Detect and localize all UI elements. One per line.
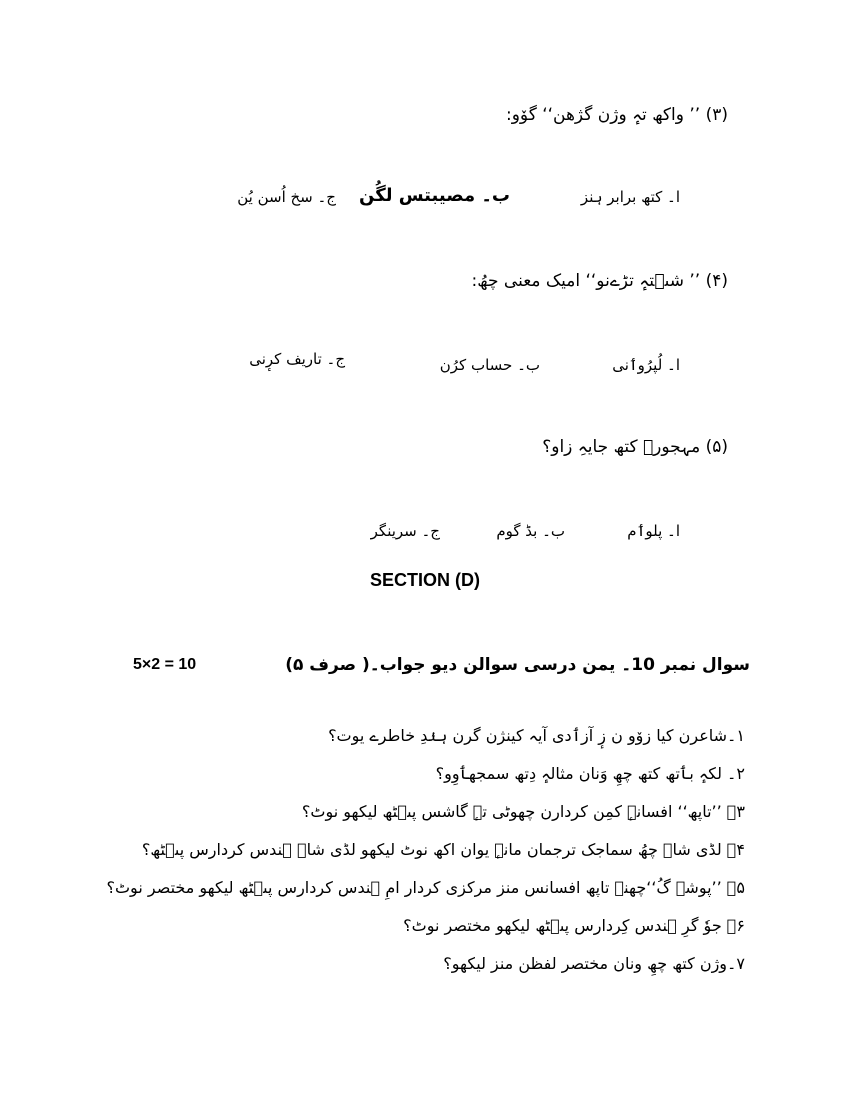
question-title: سوال نمبر 10۔ یمن درسی سوالن دیو جواب۔( صرف ۵) bbox=[285, 655, 750, 675]
mcq-option-c: ج۔ سخ اُسن یُن bbox=[237, 188, 336, 206]
sub-question: ۶۔ جوٗ گرِ ہندس کِردارس پٮ۪ٹھ لیکھو مختصر نوٹ؟ bbox=[403, 916, 745, 935]
sub-question: ۳۔ ’’تاپھ‘‘ افسانہٕ کمِن کردارن چھوٹی تہٕ گاشس پٮ۪ٹھ لیکھو نوٹ؟ bbox=[301, 802, 745, 821]
mcq-stem: (۵) مہجورؔ کتھ جایہِ زاو؟ bbox=[542, 437, 728, 457]
mcq-option-a: ا۔ پلوٲم bbox=[627, 522, 680, 540]
sub-question: ۴۔ لڈی شاہ چھُ سماجک ترجمان مانہٕ یوان اکھ نوٹ لیکھو لڈی شاہ ہندس کردارس پٮ۪ٹھ؟ bbox=[141, 840, 745, 859]
sub-question: ۱۔شاعرن کیا زۆو ن زٕ آزٲدی آیہ کینژن گرن ہنٛدِ خاطرے یوت؟ bbox=[328, 726, 745, 745]
sub-question: ۵۔ ’’پوشہ گُ‘‘چھنے تاپھ افسانس منز مرکزی کردار امِ ہندس کردارس پٮ۪ٹھ لیکھو مختصر نوٹ؟ bbox=[106, 878, 745, 897]
mcq-option-a: ا۔ لُپرُوٲنی bbox=[612, 356, 680, 374]
mcq-option-c: ج۔ سرینگر bbox=[370, 522, 440, 540]
mcq-option-b: ب۔ بڈ گوم bbox=[496, 522, 565, 540]
mcq-stem: (۴) ’’ شٮ۪تہٕ تڑےنو‘‘ امیک معنی چھُ: bbox=[471, 271, 728, 291]
mcq-option-a: ا۔ کتھ برابر ہنز bbox=[580, 188, 680, 206]
mcq-stem: (۳) ’’ واکھ تہٕ وژن گژھن‘‘ گۆو: bbox=[505, 105, 728, 125]
marks-label: 5×2 = 10 bbox=[133, 656, 197, 673]
sub-question: ۲۔ لکہٕ بٲتھ کتھ چھِ وَنان مثالہٕ دِتھ سمجھٲوِو؟ bbox=[435, 764, 745, 783]
mcq-option-b: ب۔ مصیبتس لگُن bbox=[359, 185, 510, 206]
mcq-option-b: ب۔ حساب کرُن bbox=[439, 356, 540, 374]
section-title: SECTION (D) bbox=[370, 570, 480, 590]
sub-question: ۷۔وژن کتھ چھِ ونان مختصر لفظن منز لیکھو؟ bbox=[443, 954, 745, 973]
mcq-option-c: ج۔ تاریف کرٕنی bbox=[249, 350, 345, 368]
